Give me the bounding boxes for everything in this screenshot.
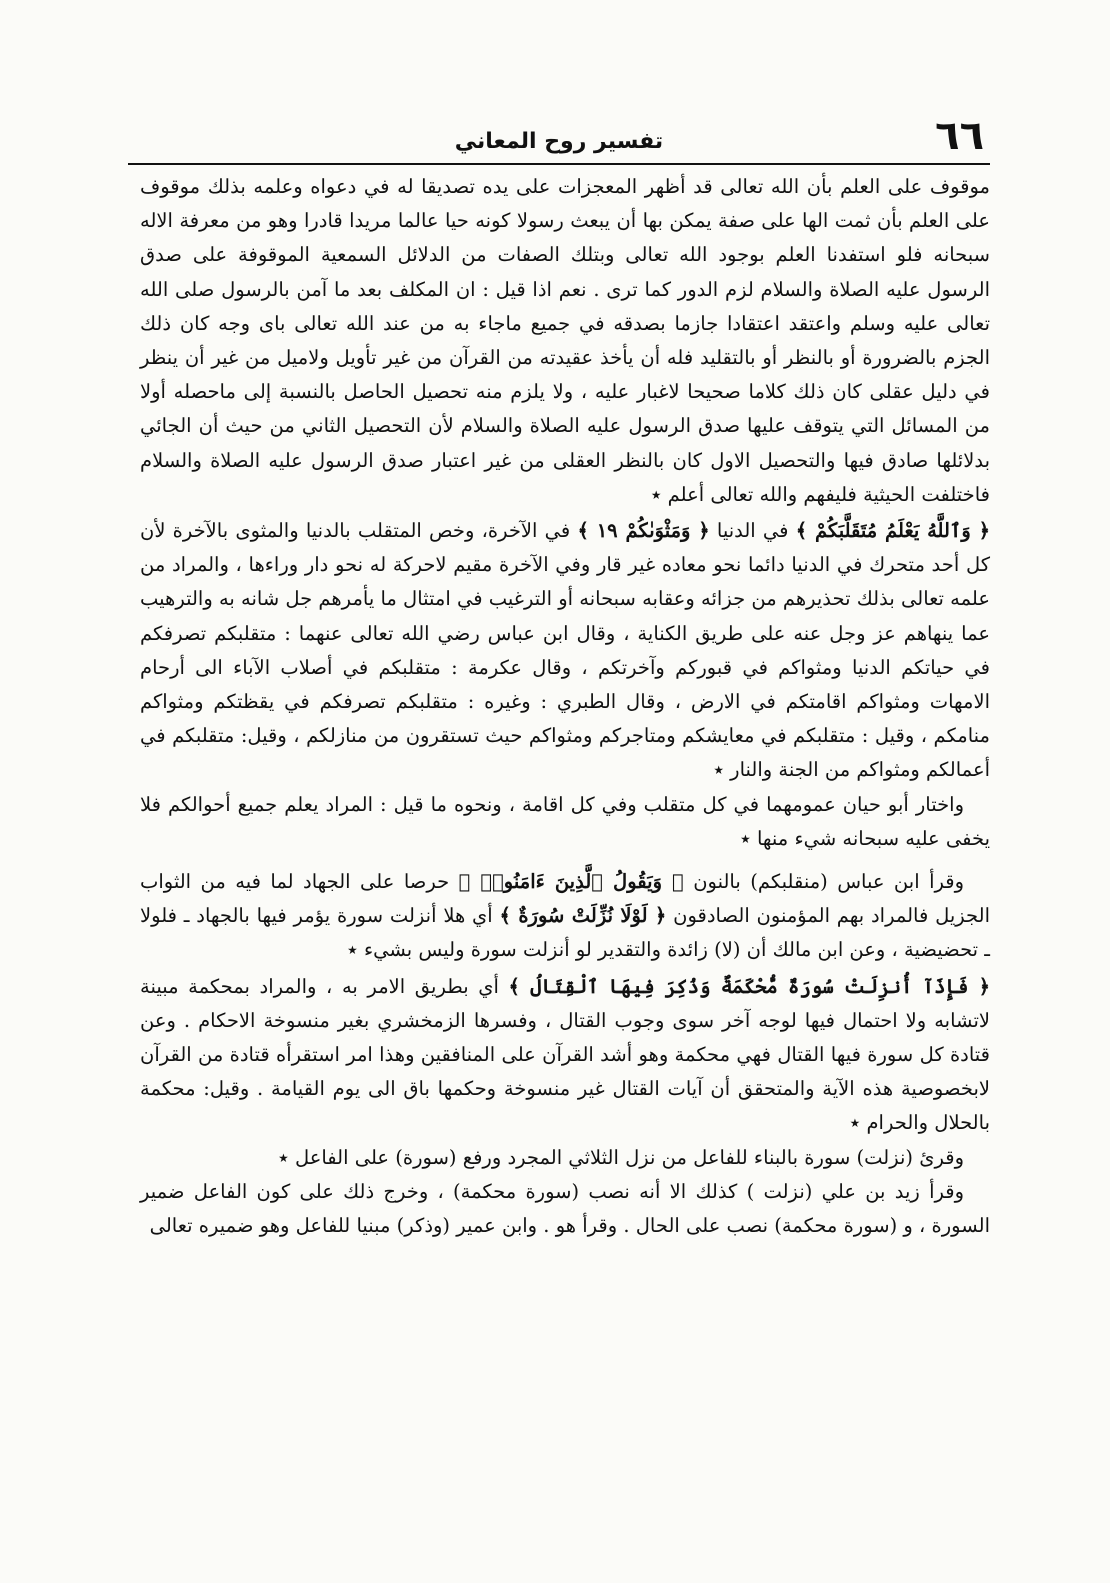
commentary-text: حرصا على الجهاد لما فيه من الثواب الجزيل فالمراد بهم المؤمنون الصادقون xyxy=(140,870,990,928)
quran-verse: ﴿ فَإِذَآ أُنزِلَتْ سُورَةٌ مُّحْكَمَةٌ وَذُكِرَ فِيهَا ٱلْقِتَالُ ﴾ xyxy=(508,974,990,998)
paragraph-2 xyxy=(140,514,990,788)
page-header xyxy=(128,113,990,162)
commentary-text: أي بطريق الامر به ، والمراد بمحكمة مبينة لاتشابه ولا احتمال فيها لوجه آخر سوى وجوب القتال ، وفسرها الزمخشري بغير منسوخة الاحكام . وعن قتادة كل سورة فيها القتال فهي محكمة وهو أشد القرآن على المنافقين وهذا امر استقرأه قتادة من القرآن لابخصوصية هذه الآية والمتحقق أن آيات القتال غير منسوخة وحكمها باق الى يوم القيامة . وقيل: محكمة بالحلال والحرام ٭ xyxy=(140,974,990,1135)
paragraph-7: وقرأ زيد بن علي (نزلت ) كذلك الا أنه نصب (سورة محكمة) ، وخرج ذلك على كون الفاعل ضمير السورة ، و (سورة محكمة) نصب على الحال . وقرأ هو . وابن عمير (وذكر) مبنيا للفاعل وهو ضميره تعالى xyxy=(140,1179,990,1238)
quran-verse: ﴿ وَيَقُولُ ٱلَّذِينَ ءَامَنُوا۟ ﴾ xyxy=(458,870,684,894)
running-title: تفسير روح المعاني xyxy=(454,129,664,154)
header-rule xyxy=(128,163,990,165)
text-body xyxy=(140,170,990,1243)
quran-verse: ﴿ وَمَثْوَىٰكُمْ ١٩ ﴾ xyxy=(577,519,710,543)
paragraph-6: وقرئ (نزلت) سورة بالبناء للفاعل من نزل الثلاثي المجرد ورفع (سورة) على الفاعل ٭ xyxy=(278,1145,964,1169)
quran-verse: ﴿ وَٱللَّهُ يَعْلَمُ مُتَقَلَّبَكُمْ ﴾ xyxy=(795,519,990,543)
quran-verse: ﴿ لَوْلَا نُزِّلَتْ سُورَةٌ ﴾ xyxy=(499,904,667,928)
paragraph-4 xyxy=(140,865,990,968)
commentary-text: في الدنيا xyxy=(709,519,796,543)
paragraph-1: موقوف على العلم بأن الله تعالى قد أظهر المعجزات على يده تصديقا له في دعواه وعلمه بذلك موقوف على العلم بأن ثمت الها على صفة يمكن بها أن يبعث رسولا كونه حيا عالما مريدا قادرا وهو من معرفة الاله سبحانه فلو استفدنا العلم بوجود الله تعالى وبتلك الصفات من الدلائل السمعية الموقوفة على صدق الرسول عليه الصلاة والسلام لزم الدور كما ترى . نعم اذا قيل : ان المكلف بعد ما آمن بالرسول صلى الله تعالى عليه وسلم واعتقد اعتقادا جازما بصدقه في جميع ماجاء به من عند الله تعالى باى وجه كان ذلك الجزم بالضرورة أو بالنظر أو بالتقليد فله أن يأخذ عقيدته من القرآن من غير تأويل ولاميل من غير أن ينظر في دليل عقلى كان ذلك كلاما صحيحا لاغبار عليه ، ولا يلزم منه تحصيل الحاصل بالنسبة إلى ماحصله أولا من المسائل التي يتوقف عليها صدق الرسول عليه الصلاة والسلام لأن التحصيل الثاني من حيث أن الجائي بدلائلها صادق فيها والتحصيل الاول كان بالنظر العقلى من غير اعتبار صدق الرسول عليه الصلاة والسلام فاختلفت الحيثية فليفهم والله تعالى أعلم ٭ xyxy=(140,175,990,506)
commentary-text: في الآخرة، وخص المتقلب بالدنيا والمثوى بالآخرة لأن كل أحد متحرك في الدنيا دائما نحو معاده غير قار وفي الآخرة مقيم لاحركة له نحو دار وراءها ، والمراد من علمه تعالى بذلك تحذيرهم من جزائه وعقابه سبحانه أو الترغيب في امتثال ما يأمرهم جل شانه به والترهيب عما ينهاهم عز وجل عنه على طريق الكناية ، وقال ابن عباس رضي الله تعالى عنهما : متقلبكم تصرفكم في حياتكم الدنيا ومثواكم في قبوركم وآخرتكم ، وقال عكرمة : متقلبكم في أصلاب الآباء الى أرحام الامهات ومثواكم اقامتكم في الارض ، وقال الطبري : وغيره : متقلبكم تصرفكم في يقظتكم ومثواكم منامكم ، وقيل : متقلبكم في معايشكم ومتاجركم ومثواكم حيث تستقرون من منازلكم ، وقيل: متقلبكم في أعمالكم ومثواكم من الجنة والنار ٭ xyxy=(140,519,990,782)
paragraph-3: واختار أبو حيان عمومهما في كل متقلب وفي كل اقامة ، ونحوه ما قيل : المراد يعلم جميع أحوالكم فلا يخفى عليه سبحانه شيء منها ٭ xyxy=(140,792,990,850)
paragraph-5 xyxy=(140,970,990,1141)
commentary-text: وقرأ ابن عباس (منقلبكم) بالنون xyxy=(683,870,964,894)
commentary-text: أي هلا أنزلت سورة يؤمر فيها بالجهاد ـ فلولا ـ تحضيضية ، وعن ابن مالك أن (لا) زائدة والتقدير لو أنزلت سورة وليس بشيء ٭ xyxy=(140,904,990,962)
page-number: ٦٦ xyxy=(935,113,984,159)
